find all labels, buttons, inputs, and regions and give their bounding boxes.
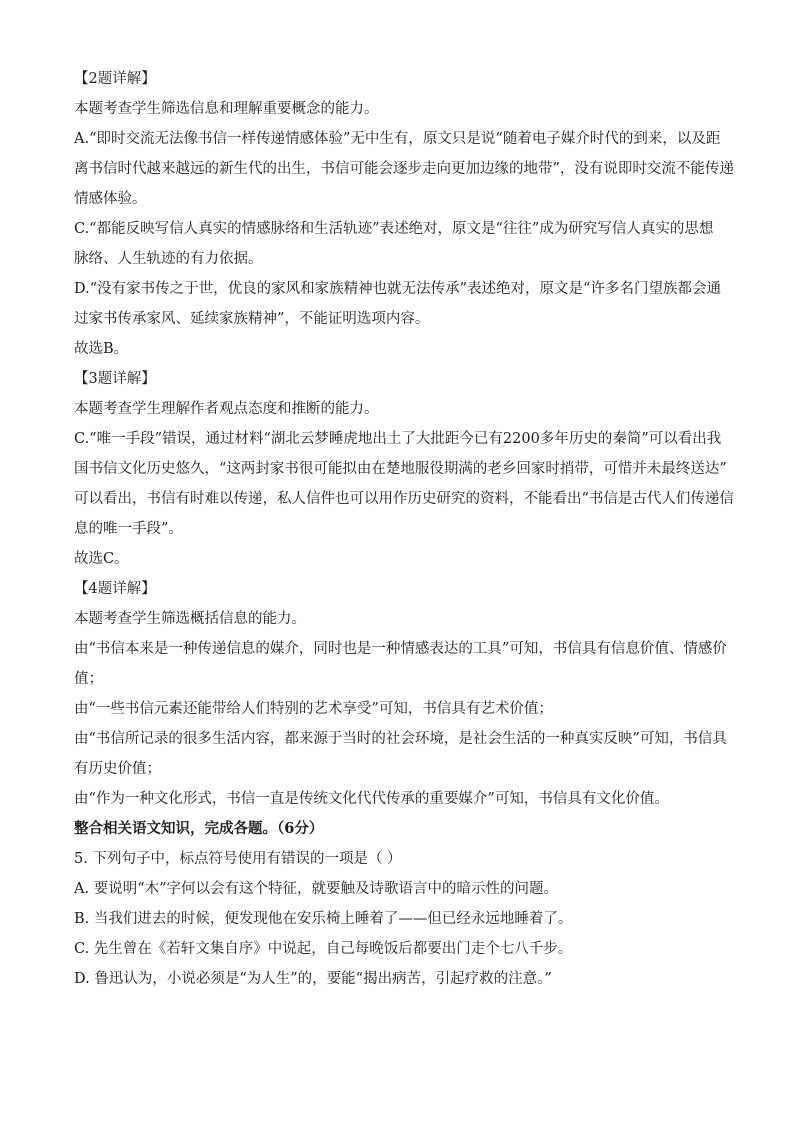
paragraph-line: 值； — [74, 671, 103, 687]
question-5-option-b: B. 当我们进去的时候，便发现他在安乐椅上睡着了——但已经永远地睡着了。 — [74, 911, 573, 927]
section-heading-q2: 【2题详解】 — [74, 71, 156, 87]
option-c-explanation: C.“都能反映写信人真实的情感脉络和生活轨迹”表述绝对，原文是“往往”成为研究写信人真实的思想 — [74, 221, 714, 237]
document-page — [74, 64, 734, 994]
paragraph-line: 由“作为一种文化形式，书信一直是传统文化代代传承的重要媒介”可知，书信具有文化价值。 — [74, 791, 669, 807]
paragraph-line: 过家书传承家风、延续家族精神”，不能证明选项内容。 — [74, 311, 430, 327]
paragraph-line: 本题考查学生筛选概括信息的能力。 — [74, 611, 306, 627]
paragraph-line: 息的唯一手段”。 — [74, 521, 183, 537]
question-5-stem: 5. 下列句子中，标点符号使用有错误的一项是（ ） — [74, 851, 402, 867]
paragraph-line: 有历史价值； — [74, 761, 161, 777]
paragraph-line: 由“书信本来是一种传递信息的媒介，同时也是一种情感表达的工具”可知，书信具有信息价值、情感价 — [74, 641, 727, 657]
paragraph-line: 国书信文化历史悠久，“这两封家书很可能拟由在楚地服役期满的老乡回家时捎带，可惜并未最终送达” — [74, 461, 727, 477]
paragraph-line: 情感体验。 — [74, 191, 147, 207]
paragraph-line: 本题考查学生筛选信息和理解重要概念的能力。 — [74, 101, 379, 117]
paragraph-line: 可以看出，书信有时难以传递，私人信件也可以用作历史研究的资料，不能看出“书信是古代人们传递信 — [74, 491, 734, 507]
answer-line: 故选B。 — [74, 341, 129, 357]
question-5-option-c: C. 先生曾在《若轩文集自序》中说起，自己每晚饭后都要出门走个七八千步。 — [74, 941, 573, 957]
answer-line: 故选C。 — [74, 551, 129, 567]
paragraph-line: 由“书信所记录的很多生活内容，都来源于当时的社会环境，是社会生活的一种真实反映”可知，书信具 — [74, 731, 727, 747]
paragraph-line: 由“一些书信元素还能带给人们特别的艺术享受”可知，书信具有艺术价值； — [74, 701, 553, 717]
question-5-option-a: A. 要说明“木”字何以会有这个特征，就要触及诗歌语言中的暗示性的问题。 — [74, 881, 559, 897]
question-5-option-d: D. 鲁迅认为，小说必须是“为人生”的，要能“揭出病苦，引起疗救的注意。” — [74, 971, 552, 987]
paragraph-line: 离书信时代越来越远的新生代的出生，书信可能会逐步走向更加边缘的地带”，没有说即时交流不能传递 — [74, 161, 734, 177]
paragraph-line: 脉络、人生轨迹的有力依据。 — [74, 251, 263, 267]
section-heading-q3: 【3题详解】 — [74, 371, 156, 387]
option-a-explanation: A.“即时交流无法像书信一样传递情感体验”无中生有，原文只是说“随着电子媒介时代的到来，以及距 — [74, 131, 721, 147]
option-d-explanation: D.“没有家书传之于世，优良的家风和家族精神也就无法传承”表述绝对，原文是“许多名门望族都会通 — [74, 281, 721, 297]
paragraph-line: 本题考查学生理解作者观点态度和推断的能力。 — [74, 401, 379, 417]
section-heading-q4: 【4题详解】 — [74, 581, 156, 597]
option-c-explanation: C.“唯一手段”错误，通过材料“湖北云梦睡虎地出土了大批距今已有2200多年历史的秦简”可以看出我 — [74, 431, 722, 447]
section-title-integration: 整合相关语文知识，完成各题。（6分） — [74, 820, 324, 837]
